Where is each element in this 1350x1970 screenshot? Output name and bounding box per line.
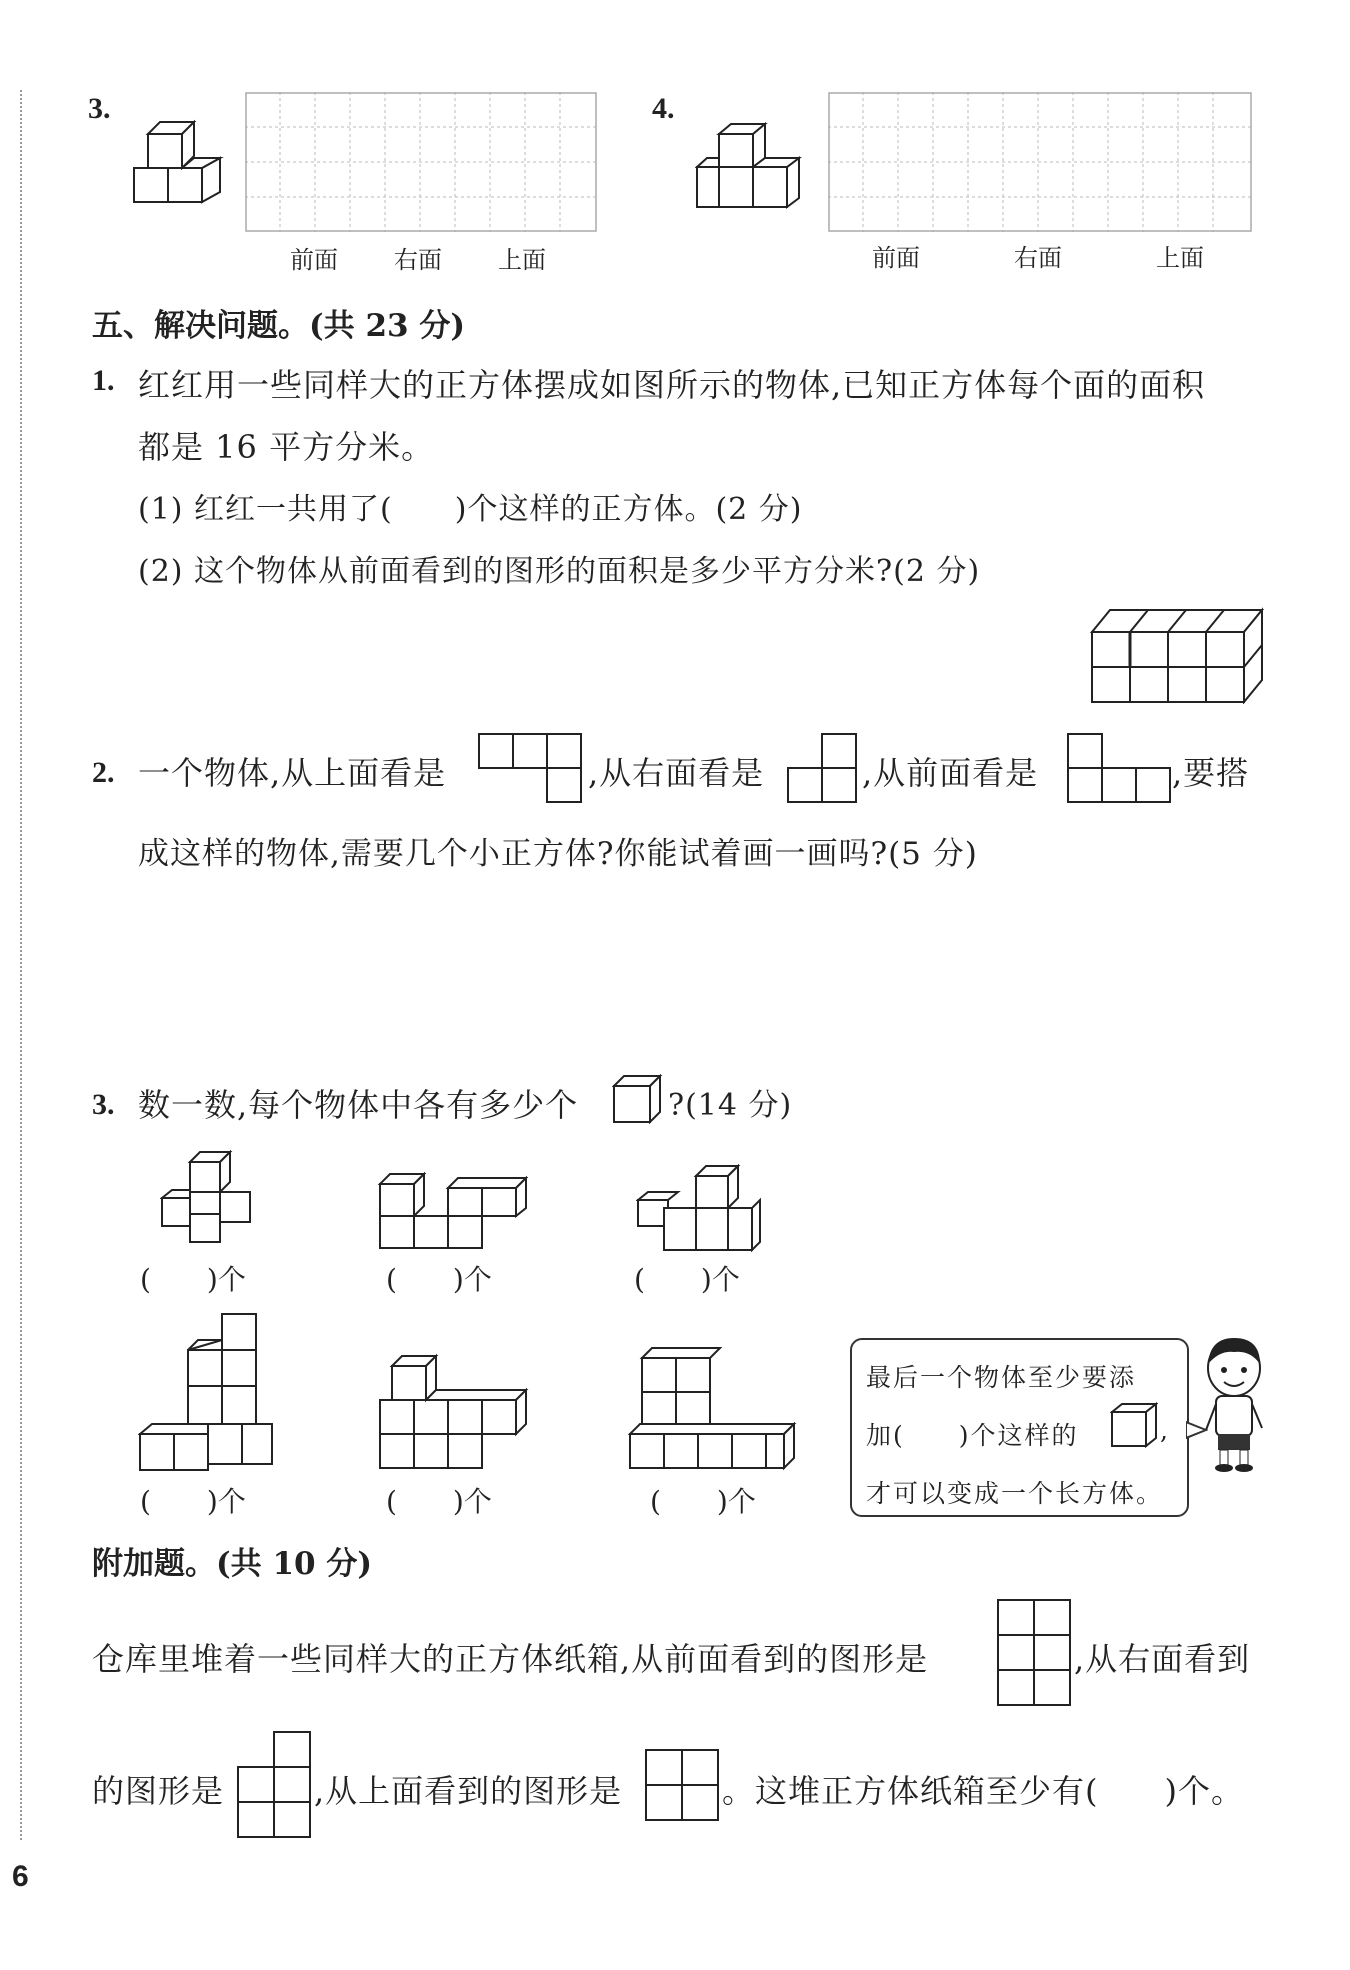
bonus-text-seg3: 的图形是 [92,1772,225,1810]
hint-line-1: 最后一个物体至少要添 [866,1363,1137,1392]
counting-solid-5 [378,1346,530,1472]
problem-1-text-line1: 红红用一些同样大的正方体摆成如图所示的物体,已知正方体每个面的面积 [138,366,1206,404]
counting-solid-1 [160,1148,252,1246]
exercise-4-label-top: 上面 [1156,244,1204,272]
problem-2-text-seg1: 一个物体,从上面看是 [138,754,447,792]
exercise-4-solid [695,122,805,214]
exercise-3-solid [132,118,224,210]
exercise-4-label-right: 右面 [1014,244,1062,272]
hint-line-3: 才可以变成一个长方体。 [866,1479,1164,1508]
problem-3-text-seg1: 数一数,每个物体中各有多少个 [138,1086,579,1124]
bonus-text-seg4: ,从上面看到的图形是 [314,1772,623,1810]
bonus-text-seg5: 。这堆正方体纸箱至少有( )个。 [722,1772,1244,1810]
exercise-4-drawing-grid[interactable] [828,92,1252,232]
exercise-4-number: 4. [652,92,675,125]
section-5-title: 五、解决问题。(共 23 分) [92,308,466,344]
exercise-3-label-right: 右面 [394,246,442,274]
bonus-text-seg2: ,从右面看到 [1074,1640,1251,1678]
problem-1-number: 1. [92,364,115,397]
exercise-3-number: 3. [88,92,111,125]
cartoon-boy-illustration [1200,1334,1270,1474]
counting-answer-5[interactable]: ( )个 [386,1485,492,1518]
cube-icon [1110,1402,1158,1450]
counting-solid-3 [636,1164,764,1254]
problem-1-solid [1090,606,1266,704]
exercise-4-label-front: 前面 [872,244,920,272]
problem-1-sub-2: (2) 这个物体从前面看到的图形的面积是多少平方分米?(2 分) [138,554,981,589]
counting-solid-2 [378,1160,528,1252]
counting-answer-6[interactable]: ( )个 [650,1485,756,1518]
problem-3-text-seg2: ?(14 分) [668,1088,793,1123]
problem-2-front-view [1066,732,1174,804]
counting-answer-3[interactable]: ( )个 [634,1263,740,1296]
hint-line-2 [866,1416,1079,1452]
bonus-right-view [236,1730,312,1840]
problem-1-sub-1: (1) 红红一共用了( )个这样的正方体。(2 分) [138,492,803,527]
counting-answer-1[interactable]: ( )个 [140,1263,246,1296]
problem-3-number: 3. [92,1088,115,1121]
hint-speech-bubble [850,1338,1189,1517]
exercise-3-drawing-grid[interactable] [245,92,597,232]
exercise-3-label-top: 上面 [498,246,546,274]
problem-1-text-line2: 都是 16 平方分米。 [138,428,435,466]
problem-2-right-view [786,732,860,804]
hint-line-2-comma: , [1160,1416,1170,1445]
hint-line-2-text: 加( )个这样的 [866,1421,1079,1450]
problem-2-text-seg2: ,从右面看是 [588,754,765,792]
problem-2-number: 2. [92,756,115,789]
counting-solid-4 [138,1310,278,1475]
page-number: 6 [12,1860,29,1893]
problem-2-text-line2: 成这样的物体,需要几个小正方体?你能试着画一画吗?(5 分) [138,836,978,872]
counting-answer-2[interactable]: ( )个 [386,1263,492,1296]
bonus-front-view [996,1598,1072,1708]
bonus-title: 附加题。(共 10 分) [92,1546,373,1582]
counting-solid-6 [628,1344,800,1474]
bonus-text-seg1: 仓库里堆着一些同样大的正方体纸箱,从前面看到的图形是 [92,1640,929,1678]
problem-2-text-seg3: ,从前面看是 [862,754,1039,792]
cube-icon [612,1074,664,1124]
problem-2-text-seg4: ,要搭 [1172,754,1250,792]
binding-margin-line [20,90,22,1840]
problem-2-top-view [477,732,585,804]
exercise-3-label-front: 前面 [290,246,338,274]
counting-answer-4[interactable]: ( )个 [140,1485,246,1518]
bonus-top-view [644,1748,720,1822]
